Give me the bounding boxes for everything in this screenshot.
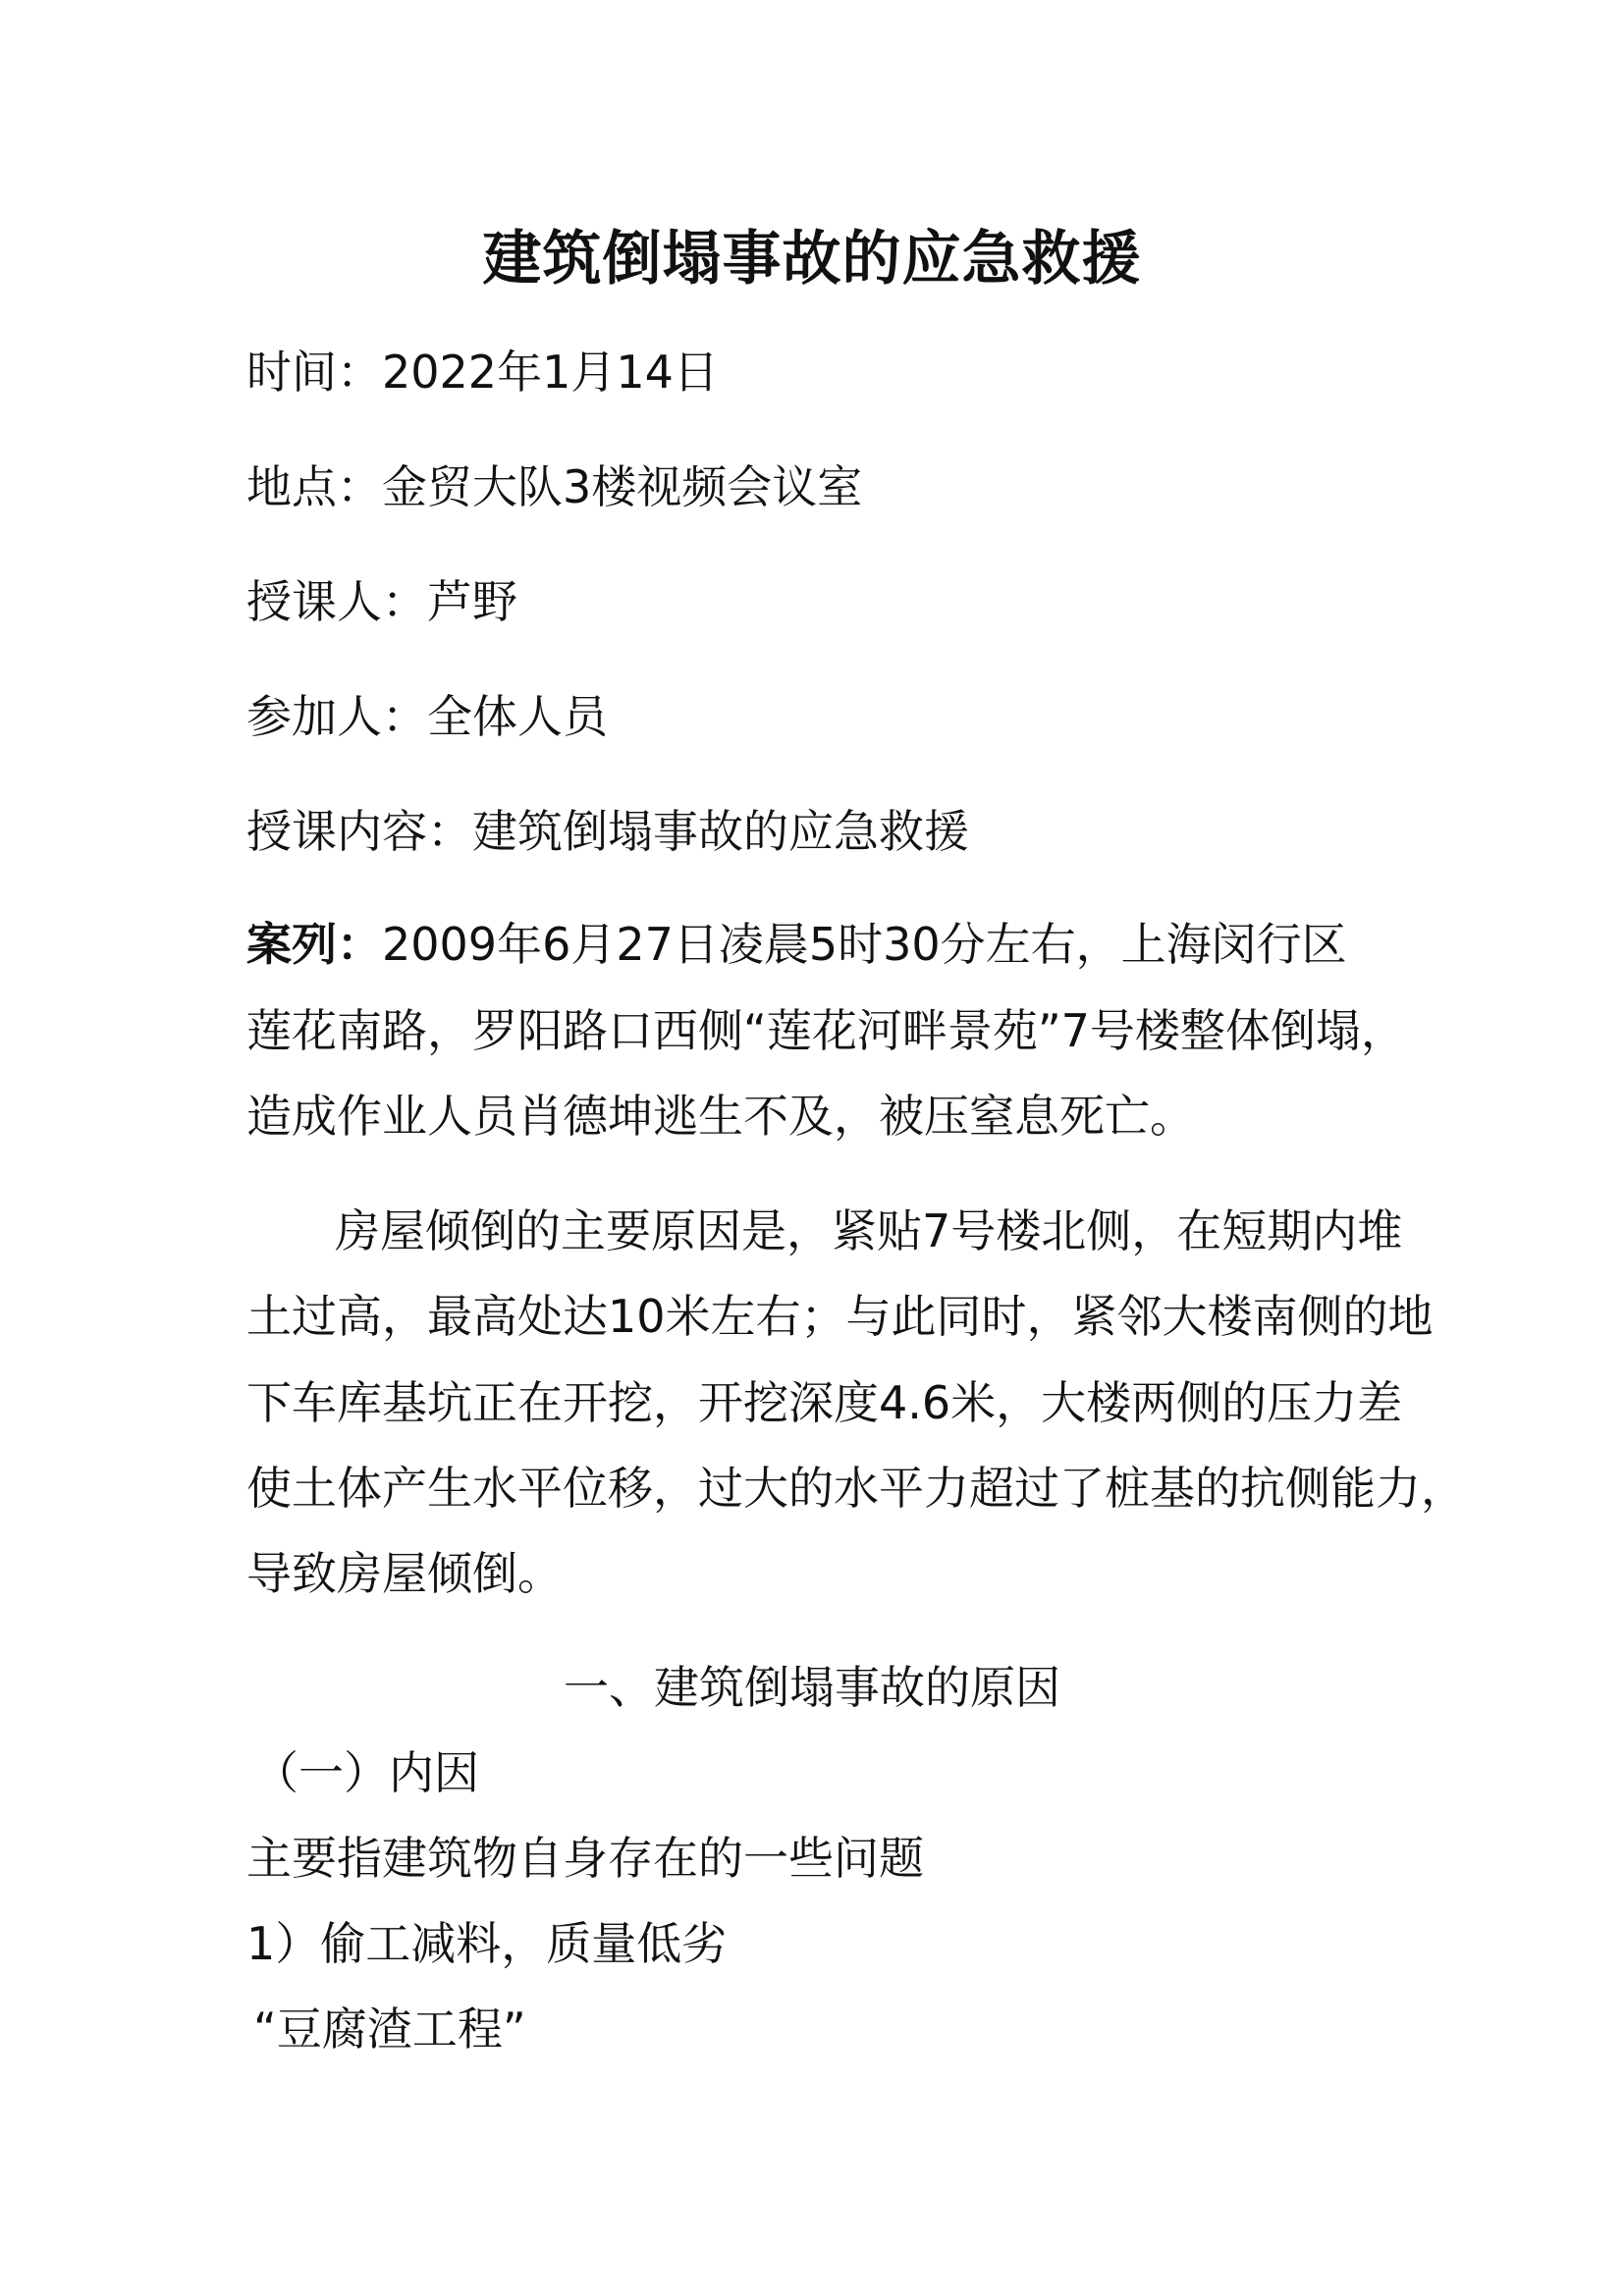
meta-lecturer: 授课人：芦野	[246, 575, 517, 628]
cause-line-3: 下车库基坑正在开挖，开挖深度4.6米，大楼两侧的压力差	[246, 1376, 1403, 1429]
case-line-3: 造成作业人员肖德坤逃生不及，被压窒息死亡。	[246, 1090, 1195, 1143]
cause-line-4: 使土体产生水平位移，过大的水平力超过了桩基的抗侧能力，	[246, 1462, 1466, 1515]
list-item-1-note: “豆腐渣工程”	[253, 2002, 526, 2056]
list-item-1: 1）偷工减料，质量低劣	[246, 1917, 728, 1970]
case-text-1: 2009年6月27日凌晨5时30分左右，上海闵行区	[382, 918, 1347, 971]
subsection-heading: （一）内因	[253, 1746, 479, 1799]
case-label: 案列：	[246, 918, 382, 971]
section-description: 主要指建筑物自身存在的一些问题	[246, 1832, 924, 1885]
meta-content: 授课内容：建筑倒塌事故的应急救援	[246, 805, 969, 858]
case-line-2: 莲花南路，罗阳路口西侧“莲花河畔景苑”7号楼整体倒塌，	[246, 1004, 1406, 1057]
meta-participants: 参加人：全体人员	[246, 690, 608, 743]
cause-line-2: 土过高，最高处达10米左右；与此同时，紧邻大楼南侧的地	[246, 1290, 1434, 1343]
case-line-1	[246, 915, 1347, 974]
cause-line-5: 导致房屋倾倒。	[246, 1547, 563, 1600]
meta-place: 地点：金贸大队3楼视频会议室	[246, 460, 863, 513]
section-heading: 一、建筑倒塌事故的原因	[564, 1661, 1060, 1714]
meta-time: 时间：2022年1月14日	[246, 346, 719, 399]
cause-line-1: 房屋倾倒的主要原因是，紧贴7号楼北侧，在短期内堆	[335, 1204, 1403, 1257]
page-title: 建筑倒塌事故的应急救援	[482, 225, 1142, 294]
